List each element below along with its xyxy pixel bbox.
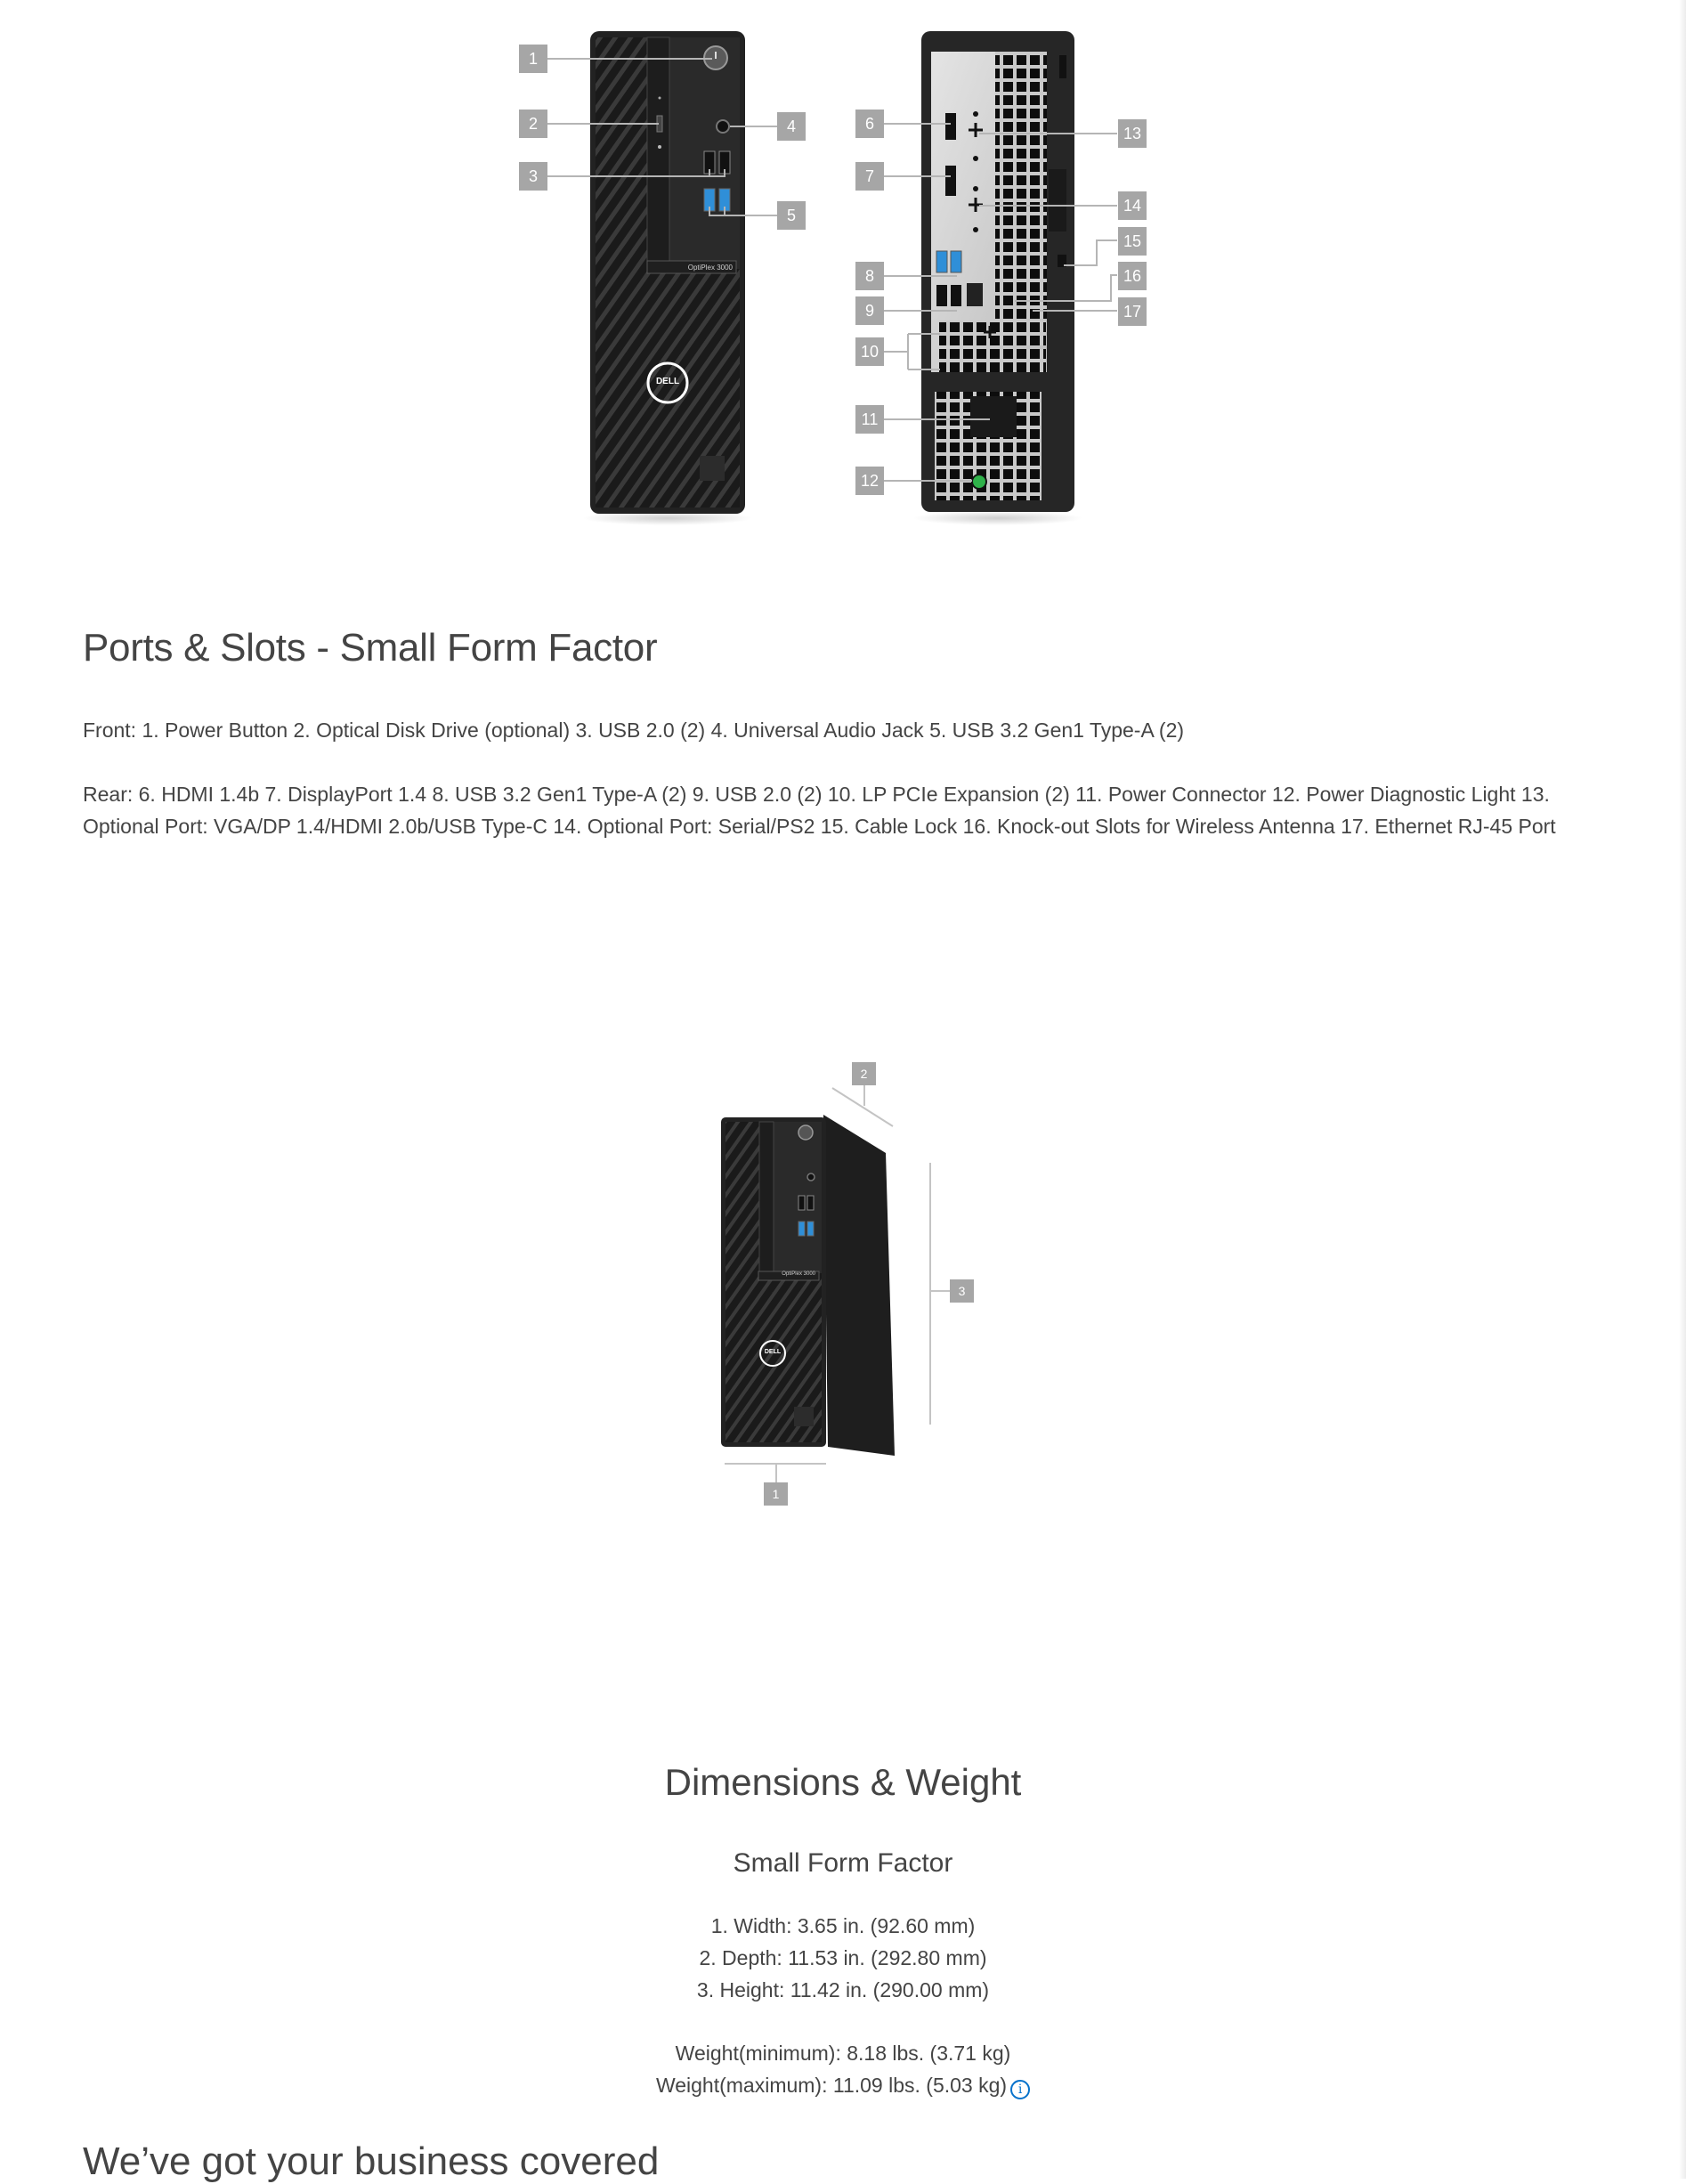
callout-17: 17 xyxy=(1118,297,1147,326)
callout-15: 15 xyxy=(1118,227,1147,256)
dell-logo: DELL xyxy=(764,1349,782,1355)
weight-minimum: Weight(minimum): 8.18 lbs. (3.71 kg) xyxy=(675,2042,1011,2065)
ports-figure xyxy=(0,0,1686,534)
weights-list xyxy=(0,2037,1686,2101)
callout-11: 11 xyxy=(855,405,884,434)
callout-5: 5 xyxy=(777,201,806,230)
dimensions-list xyxy=(0,1910,1686,2006)
dimension-callout-1: 1 xyxy=(764,1482,788,1506)
callout-3: 3 xyxy=(519,162,547,191)
model-label: OptiPlex 3000 xyxy=(687,264,733,272)
callout-6: 6 xyxy=(855,110,884,138)
form-factor-subtitle: Small Form Factor xyxy=(733,1848,953,1878)
dimension-width: 1. Width: 3.65 in. (92.60 mm) xyxy=(710,1914,976,1937)
callout-1: 1 xyxy=(519,45,547,73)
dimensions-section-title: Dimensions & Weight xyxy=(664,1761,1022,1803)
weight-maximum: Weight(maximum): 11.09 lbs. (5.03 kg) xyxy=(655,2074,1008,2097)
ports-description xyxy=(83,714,1614,842)
model-label: OptiPlex 3000 xyxy=(782,1271,815,1277)
callout-8: 8 xyxy=(855,262,884,290)
callout-12: 12 xyxy=(855,467,884,495)
front-view-image xyxy=(0,0,1686,534)
callout-13: 13 xyxy=(1118,119,1147,148)
callout-14: 14 xyxy=(1118,191,1147,220)
callout-4: 4 xyxy=(777,112,806,141)
dell-logo: DELL xyxy=(655,377,680,386)
info-icon[interactable]: i xyxy=(1010,2080,1030,2099)
dimension-callout-3: 3 xyxy=(950,1279,974,1303)
dimension-height: 3. Height: 11.42 in. (290.00 mm) xyxy=(696,1978,990,2001)
business-covered-title: We’ve got your business covered xyxy=(83,2139,660,2183)
dimension-depth: 2. Depth: 11.53 in. (292.80 mm) xyxy=(699,1946,987,1969)
weight-maximum-row xyxy=(0,2069,1686,2101)
callout-16: 16 xyxy=(1118,262,1147,290)
dimension-callout-2: 2 xyxy=(852,1062,876,1085)
rear-ports-text: Rear: 6. HDMI 1.4b 7. DisplayPort 1.4 8. USB 3.2 Gen1 Type-A (2) 9. USB 2.0 (2) 10. LP PCIe Expansion (2) 11. Power Connector 12. Power Diagnostic Light 13. Optional Port: VGA/DP 1.4/HDMI 2.0b/USB Type-C 14. Optional Port: Serial/PS2 15. Cable Lock 16. Knock-out Slots for Wireless Antenna 17. Ethernet RJ-45 Port xyxy=(83,783,1556,838)
callout-9: 9 xyxy=(855,296,884,325)
callout-7: 7 xyxy=(855,162,884,191)
dimensions-figure xyxy=(694,1051,997,1531)
callout-10: 10 xyxy=(855,337,884,366)
ports-section-title: Ports & Slots - Small Form Factor xyxy=(83,626,658,670)
front-ports-text: Front: 1. Power Button 2. Optical Disk Drive (optional) 3. USB 2.0 (2) 4. Universal Audio Jack 5. USB 3.2 Gen1 Type-A (2) xyxy=(83,719,1185,742)
callout-2: 2 xyxy=(519,110,547,138)
